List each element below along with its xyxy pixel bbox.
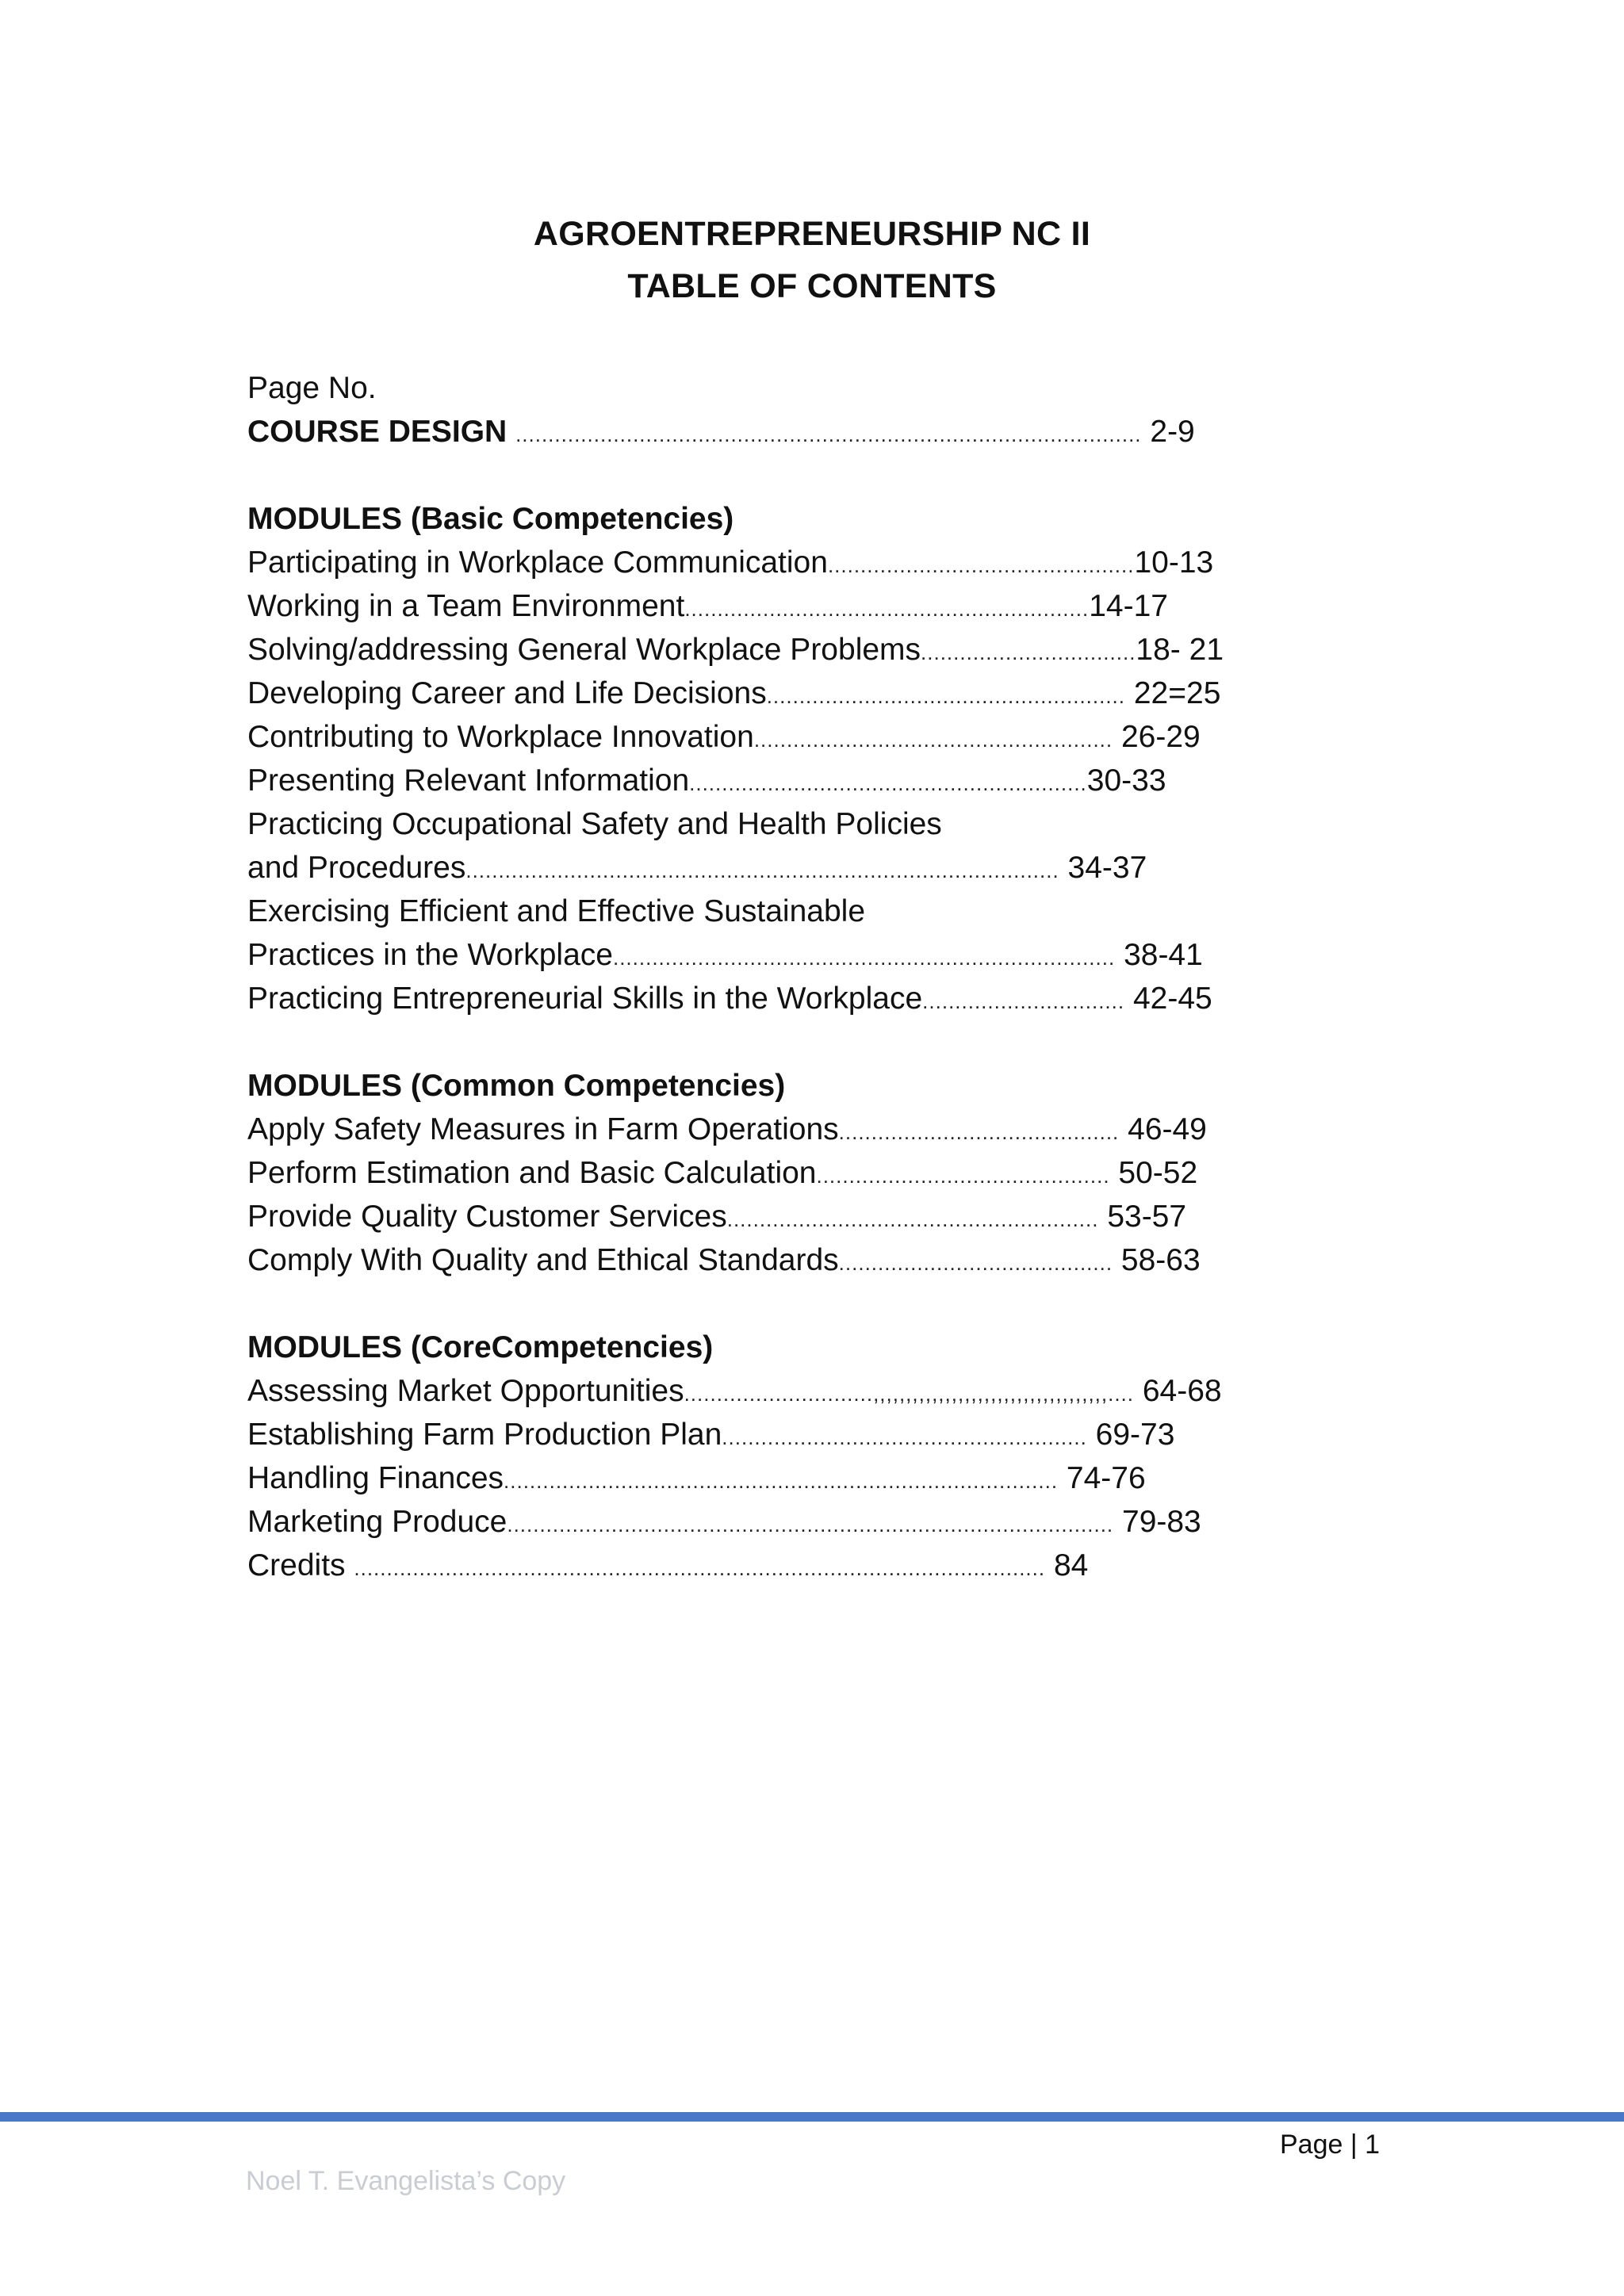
toc-entry-label: Credits: [247, 1548, 346, 1582]
toc-entry-pages: 22=25: [1133, 676, 1221, 710]
section-spacer: [247, 1282, 1373, 1326]
toc-entry-label: Practices in the Workplace: [247, 938, 613, 972]
toc-entry-pages: 46-49: [1128, 1112, 1207, 1146]
toc-entry-pages: 2-9: [1150, 415, 1195, 449]
toc-entry[interactable]: [247, 584, 1373, 628]
table-of-contents: [247, 366, 1373, 1587]
page-number: Page | 1: [1280, 2130, 1381, 2160]
toc-entry-label: Marketing Produce: [247, 1505, 508, 1539]
toc-entry-label: Practicing Entrepreneurial Skills in the Workplace: [247, 982, 923, 1016]
toc-entry-pages: 69-73: [1095, 1418, 1175, 1452]
toc-entry-pages: 53-57: [1107, 1200, 1187, 1234]
toc-entry-label: Assessing Market Opportunities: [247, 1374, 684, 1408]
toc-entry-continued[interactable]: [247, 802, 1373, 846]
section-heading-basic: MODULES (Basic Competencies): [247, 502, 734, 536]
toc-leader-dots: .......................................................: [766, 684, 1126, 708]
toc-leader-dots: ...........................................: [838, 1120, 1120, 1144]
toc-leader-dots: ...............................: [922, 989, 1125, 1013]
toc-leader-dots: ................................................................................................: [515, 423, 1142, 446]
toc-entry-pages: 30-33: [1086, 763, 1166, 798]
toc-entry[interactable]: [247, 1413, 1373, 1456]
toc-entry-label: COURSE DESIGN: [247, 415, 508, 449]
toc-leader-dots: .....................................................................................: [504, 1469, 1059, 1493]
section-common-list: [247, 1108, 1373, 1282]
toc-entry[interactable]: [247, 1195, 1373, 1238]
toc-entry-pages: 42-45: [1132, 982, 1212, 1016]
toc-entry-label: Contributing to Workplace Innovation: [247, 720, 754, 754]
toc-entry-label: Solving/addressing General Workplace Problems: [247, 633, 921, 667]
toc-leader-dots: ..........................................: [838, 1251, 1113, 1275]
section-spacer: [247, 1020, 1373, 1064]
toc-entry-pages: 64-68: [1142, 1374, 1222, 1408]
toc-entry-continued[interactable]: [247, 890, 1373, 933]
toc-leader-dots: .........................................................: [726, 1207, 1099, 1231]
toc-entry-pages: 26-29: [1120, 720, 1201, 754]
section-basic-list: [247, 541, 1373, 1020]
toc-entry-course-design[interactable]: [247, 410, 1373, 453]
toc-entry[interactable]: [247, 1456, 1373, 1500]
toc-entry[interactable]: [247, 628, 1373, 672]
footer-rule: [0, 2112, 1624, 2122]
toc-entry-label: Handling Finances: [247, 1461, 504, 1495]
toc-leader-dots: .............................................................: [689, 771, 1087, 795]
document-title: AGROENTREPRENEURSHIP NC II: [533, 215, 1091, 253]
toc-entry[interactable]: [247, 759, 1373, 802]
page-no-label: Page No.: [247, 371, 377, 405]
toc-leader-dots: ........................................................: [722, 1425, 1087, 1449]
toc-entry-pages: 38-41: [1124, 938, 1203, 972]
document-subtitle: TABLE OF CONTENTS: [627, 267, 997, 305]
toc-entry-pages: 34-37: [1067, 851, 1147, 885]
toc-leader-dots: ...........................................................................................: [465, 859, 1059, 882]
toc-leader-dots: .............................................: [816, 1164, 1110, 1188]
section-core-list: [247, 1369, 1373, 1587]
toc-leader-dots: ..........................................................................................................: [354, 1556, 1046, 1580]
toc-leader-dots: ...............................................: [827, 553, 1135, 577]
toc-entry-pages: 18- 21: [1136, 633, 1224, 667]
toc-entry-label: Presenting Relevant Information: [247, 763, 690, 798]
toc-entry-pages: 84: [1053, 1548, 1089, 1582]
toc-entry[interactable]: [247, 1238, 1373, 1282]
toc-entry[interactable]: [247, 1500, 1373, 1544]
toc-leader-dots: .............................,,,,,,,,,,,,,,,,,,,,,,,,,,,,,,,,,,,,....: [684, 1382, 1135, 1406]
toc-entry-label: Practicing Occupational Safety and Health Policies: [247, 807, 942, 841]
toc-entry-pages: 50-52: [1118, 1156, 1198, 1190]
toc-entry-pages: 14-17: [1089, 589, 1168, 623]
toc-leader-dots: .......................................................: [753, 728, 1113, 752]
section-spacer: [247, 453, 1373, 497]
toc-entry-label: Provide Quality Customer Services: [247, 1200, 727, 1234]
toc-leader-dots: .............................................................................: [612, 946, 1116, 970]
toc-entry[interactable]: [247, 541, 1373, 584]
toc-entry[interactable]: [247, 672, 1373, 715]
toc-entry-label: Establishing Farm Production Plan: [247, 1418, 722, 1452]
toc-entry[interactable]: [247, 846, 1373, 890]
toc-entry[interactable]: [247, 1369, 1373, 1413]
section-heading-core: MODULES (CoreCompetencies): [247, 1330, 714, 1364]
toc-entry-pages: 58-63: [1120, 1243, 1201, 1277]
section-heading-common: MODULES (Common Competencies): [247, 1069, 786, 1103]
toc-entry-label: Working in a Team Environment: [247, 589, 685, 623]
toc-entry[interactable]: [247, 977, 1373, 1020]
toc-entry-pages: 74-76: [1066, 1461, 1146, 1495]
toc-entry-label: Comply With Quality and Ethical Standards: [247, 1243, 839, 1277]
toc-entry[interactable]: [247, 1151, 1373, 1195]
toc-leader-dots: .............................................................................................: [507, 1513, 1114, 1536]
toc-entry-pages: 10-13: [1134, 545, 1214, 580]
toc-entry-label: Exercising Efficient and Effective Sustainable: [247, 894, 866, 928]
toc-entry-label: Perform Estimation and Basic Calculation: [247, 1156, 817, 1190]
toc-leader-dots: .................................: [921, 641, 1136, 664]
toc-entry-label: Participating in Workplace Communication: [247, 545, 828, 580]
toc-entry-pages: 79-83: [1122, 1505, 1201, 1539]
toc-entry[interactable]: [247, 933, 1373, 977]
toc-leader-dots: ..............................................................: [684, 597, 1090, 621]
toc-entry[interactable]: [247, 715, 1373, 759]
toc-entry-label: and Procedures: [247, 851, 466, 885]
toc-entry-label: Apply Safety Measures in Farm Operations: [247, 1112, 839, 1146]
toc-entry[interactable]: [247, 1544, 1373, 1587]
watermark: Noel T. Evangelista’s Copy: [246, 2166, 566, 2196]
toc-entry-label: Developing Career and Life Decisions: [247, 676, 767, 710]
toc-entry[interactable]: [247, 1108, 1373, 1151]
document-title-block: [0, 208, 1624, 312]
